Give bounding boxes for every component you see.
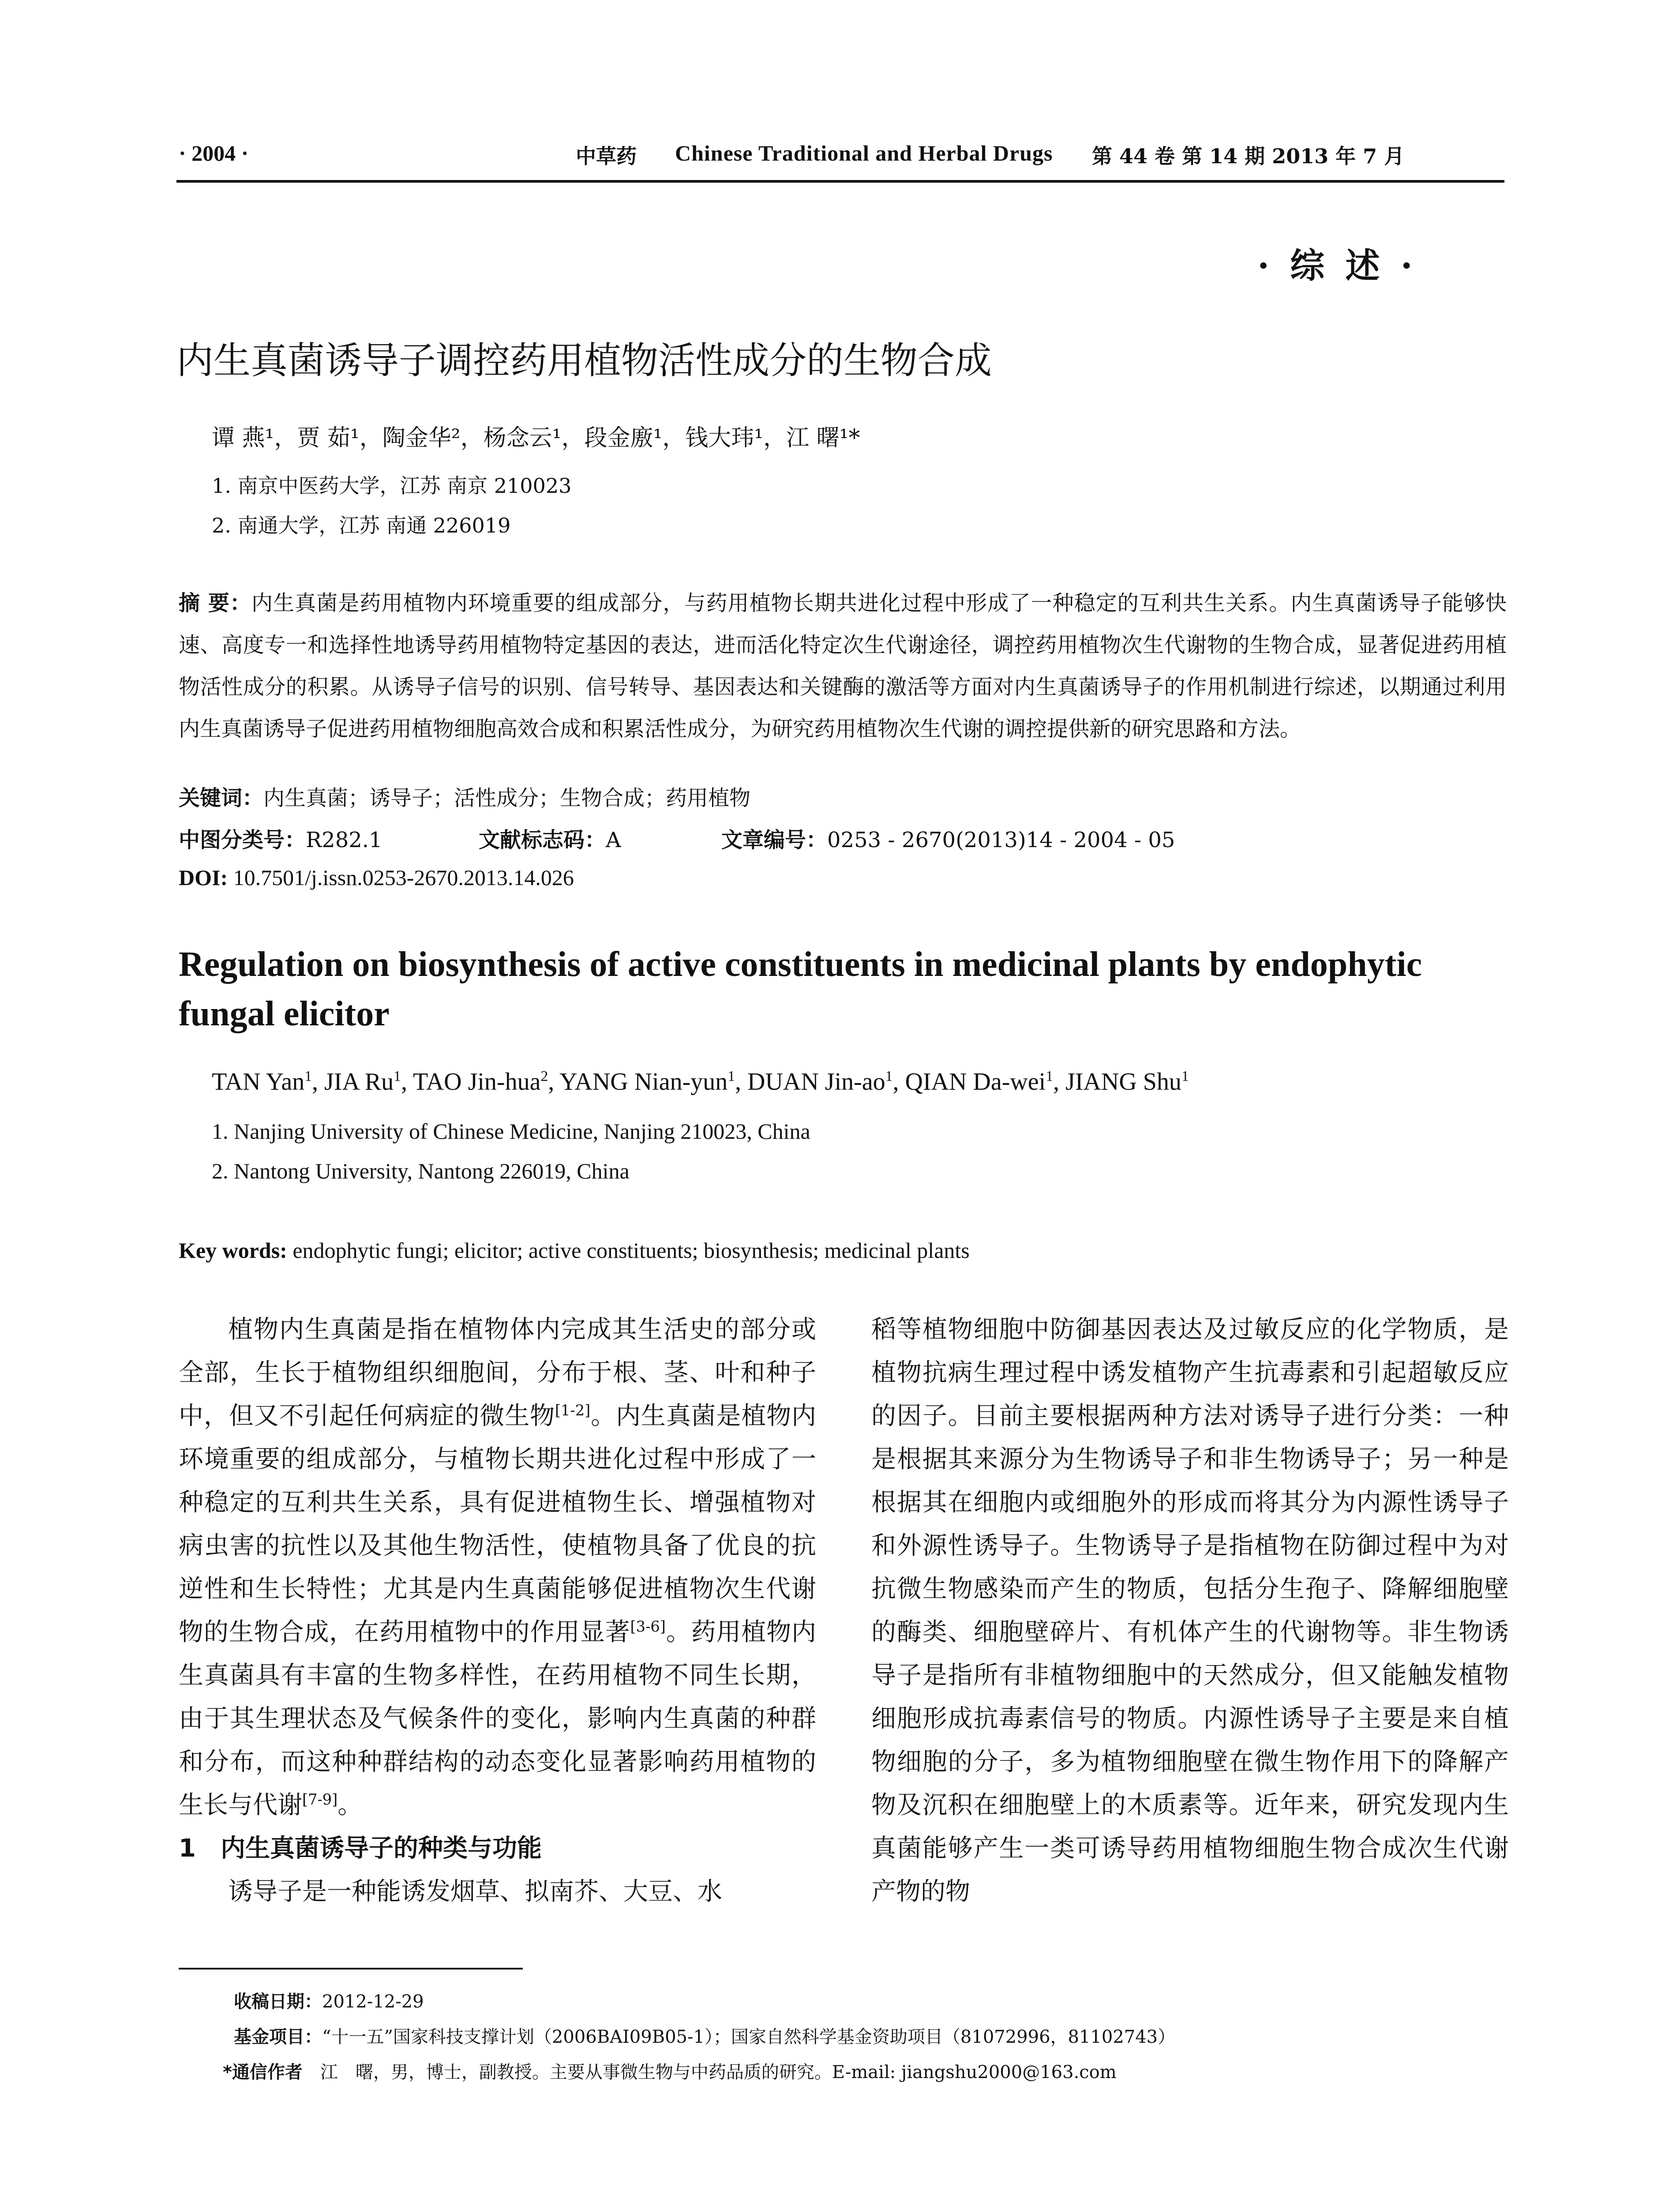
author-en-affiliation-mark: 1 (1181, 1068, 1189, 1084)
citation[interactable]: [3-6] (630, 1617, 666, 1635)
author-en-name: DUAN Jin-ao (747, 1068, 885, 1095)
author-en-name: TAO Jin-hua (412, 1068, 541, 1095)
doi-label: DOI: (179, 865, 228, 890)
abstract-cn (179, 582, 1507, 750)
header-rule (176, 180, 1504, 183)
body-text: 。 (338, 1791, 363, 1820)
footnote-corresponding-author (223, 2058, 1117, 2083)
keywords-en-text: endophytic fungi; elicitor; active constituents; biosynthesis; medicinal plants (292, 1238, 970, 1263)
author-en-affiliation-mark: 1 (394, 1068, 401, 1084)
body-paragraph-1 (179, 1308, 816, 1827)
body-paragraph-2-continued: 稻等植物细胞中防御基因表达及过敏反应的化学物质，是植物抗病生理过程中诱发植物产生抗毒素和引起超敏反应的因子。目前主要根据两种方法对诱导子进行分类：一种是根据其来源分为生物诱导子和非生物诱导子；另一种是根据其在细胞内或细胞外的形成而将其分为内源性诱导子和外源性诱导子。生物诱导子是指植物在防御过程中为对抗微生物感染而产生的物质，包括分生孢子、降解细胞壁的酶类、细胞壁碎片、有机体产生的代谢物等。非生物诱导子是指所有非植物细胞中的天然成分，但又能触发植物细胞形成抗毒素信号的物质。内源性诱导子主要是来自植物细胞的分子，多为植物细胞壁在微生物作用下的降解产物及沉积在细胞壁上的木质素等。近年来，研究发现内生真菌能够产生一类可诱导药用植物细胞生物合成次生代谢产物的物 (871, 1315, 1509, 1906)
article-number (721, 823, 1175, 853)
doc-code (479, 823, 621, 853)
article-number-value: 0253 - 2670(2013)14 - 2004 - 05 (827, 828, 1175, 852)
doc-code-value: A (606, 828, 621, 852)
footnote-received (234, 1988, 424, 2013)
author-en-affiliation-mark: 1 (728, 1068, 735, 1084)
author-en-name: QIAN Da-wei (905, 1068, 1046, 1095)
affiliation-cn-1: 1. 南京中医药大学，江苏 南京 210023 (212, 474, 572, 498)
article-number-label: 文章编号： (721, 828, 828, 852)
page-number: · 2004 · (179, 141, 249, 165)
author-en-affiliation-mark: 1 (885, 1068, 893, 1084)
keywords-en (179, 1238, 970, 1263)
journal-name-en: Chinese Traditional and Herbal Drugs (675, 141, 1053, 165)
clc-value: R282.1 (306, 828, 382, 852)
keywords-cn-text: 内生真菌；诱导子；活性成分；生物合成；药用植物 (263, 786, 751, 810)
body-column-right (871, 1308, 1509, 1913)
affiliation-en-1: 1. Nanjing University of Chinese Medicine, Nanjing 210023, China (212, 1119, 810, 1144)
author-en-name: YANG Nian-yun (559, 1068, 728, 1095)
classification-line (179, 823, 1507, 854)
doi (179, 865, 574, 890)
corr-value: 江 曙，男，博士，副教授。主要从事微生物与中药品质的研究。E-mail: jiangshu2000@163.com (320, 2062, 1117, 2082)
section-heading-1: 1 内生真菌诱导子的种类与功能 (179, 1834, 542, 1863)
authors-en: TAN Yan$^1$, JIA Ru$^1$, TAO Jin-hua$^2$, YANG Nian-yun$^1$, DUAN Jin-$ao^1$, QIAN Da-wei$^1$, JIANG Shu$^1$ (212, 1068, 1189, 1095)
clc-label: 中图分类号： (179, 828, 306, 852)
received-label: 收稿日期： (234, 1992, 322, 2012)
citation[interactable]: [1-2] (555, 1401, 591, 1419)
abstract-text: 内生真菌是药用植物内环境重要的组成部分，与药用植物长期共进化过程中形成了一种稳定的互利共生关系。内生真菌诱导子能够快速、高度专一和选择性地诱导药用植物特定基因的表达，进而活化特定次生代谢途径，调控药用植物次生代谢物的生物合成，显著促进药用植物活性成分的积累。从诱导子信号的识别、信号转导、基因表达和关键酶的激活等方面对内生真菌诱导子的作用机制进行综述，以期通过利用内生真菌诱导子促进药用植物细胞高效合成和积累活性成分，为研究药用植物次生代谢的调控提供新的研究思路和方法。 (179, 591, 1507, 741)
funding-value: “十一五”国家科技支撑计划（2006BAI09B05-1）；国家自然科学基金资助项目（81072996，81102743） (322, 2027, 1176, 2047)
affiliation-cn-2: 2. 南通大学，江苏 南通 226019 (212, 514, 511, 537)
section-tag: · 综 述 · (1257, 246, 1417, 286)
doc-code-label: 文献标志码： (479, 828, 606, 852)
doi-value: 10.7501/j.issn.0253-2670.2013.14.026 (233, 865, 574, 890)
corr-label: *通信作者 (223, 2062, 303, 2082)
journal-name-cn: 中草药 (576, 144, 637, 168)
body-paragraph-2: 诱导子是一种能诱发烟草、拟南芥、大豆、水 (228, 1877, 722, 1906)
keywords-cn-label: 关键词： (179, 786, 264, 810)
body-text: 植物内生真菌是指在植物体内完成其生活史的部分或全部，生长于植物组织细胞间，分布于根、茎、叶和种子中，但又不引起任何病症的微生物 (179, 1315, 816, 1430)
keywords-cn (179, 781, 750, 811)
affiliation-en-2: 2. Nantong University, Nantong 226019, China (212, 1159, 630, 1183)
received-value: 2012-12-29 (322, 1992, 424, 2012)
body-column-left (179, 1308, 816, 1913)
clc-number (179, 823, 382, 853)
title-en: Regulation on biosynthesis of active constituents in medicinal plants by endophytic fungal elicitor (179, 945, 1422, 1033)
author-en-affiliation-mark: 1 (1046, 1068, 1054, 1084)
body-text: 。内生真菌是植物内环境重要的组成部分，与植物长期共进化过程中形成了一种稳定的互利共生关系，具有促进植物生长、增强植物对病虫害的抗性以及其他生物活性，使植物具备了优良的抗逆性和生长特性；尤其是内生真菌能够促进植物次生代谢物的生物合成，在药用植物中的作用显著 (179, 1402, 817, 1647)
author-en-name: TAN Yan (212, 1068, 305, 1095)
title-cn: 内生真菌诱导子调控药用植物活性成分的生物合成 (176, 339, 992, 382)
author-en-name: JIA Ru (324, 1068, 394, 1095)
keywords-en-label: Key words: (179, 1238, 287, 1263)
volume-issue: 第 44 卷 第 14 期 2013 年 7 月 (1092, 144, 1405, 168)
footnote-funding (234, 2023, 1175, 2048)
abstract-label: 摘 要： (179, 591, 251, 615)
author-en-name: JIANG Shu (1065, 1068, 1181, 1095)
footnote-rule (179, 1968, 523, 1970)
funding-label: 基金项目： (234, 2027, 322, 2047)
citation[interactable]: [7-9] (302, 1790, 338, 1808)
author-en-affiliation-mark: 2 (540, 1068, 548, 1084)
body-text: 。药用植物内生真菌具有丰富的生物多样性，在药用植物不同生长期，由于其生理状态及气候条件的变化，影响内生真菌的种群和分布，而这种种群结构的动态变化显著影响药用植物的生长与代谢 (179, 1618, 817, 1820)
running-header (179, 140, 1507, 176)
authors-cn: 谭 燕¹，贾 茹¹，陶金华²，杨念云¹，段金廒¹，钱大玮¹，江 曙¹* (212, 425, 860, 451)
author-en-affiliation-mark: 1 (304, 1068, 312, 1084)
